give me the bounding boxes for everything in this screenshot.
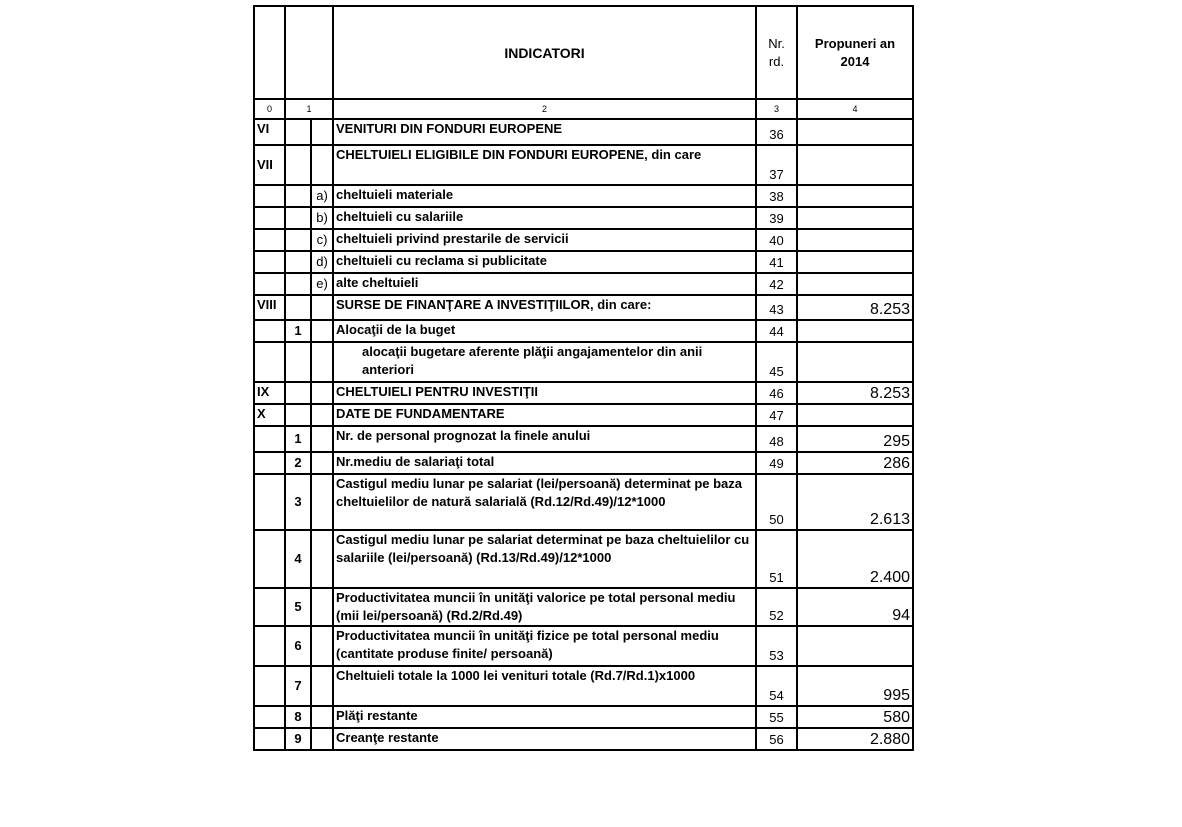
row-roman-numeral [254, 229, 285, 251]
row-value [797, 320, 913, 342]
row-letter [311, 342, 333, 382]
row-nr-rd: 44 [756, 320, 797, 342]
row-value [797, 145, 913, 185]
table-row [254, 588, 913, 626]
row-letter [311, 426, 333, 452]
row-letter [311, 588, 333, 626]
row-letter [311, 295, 333, 320]
row-roman-numeral [254, 426, 285, 452]
row-label: CHELTUIELI PENTRU INVESTIŢII [333, 382, 756, 404]
row-roman-numeral [254, 207, 285, 229]
row-roman-numeral: VIII [254, 295, 285, 320]
row-letter: e) [311, 273, 333, 295]
row-letter [311, 382, 333, 404]
row-nr-rd: 54 [756, 666, 797, 706]
row-number: 6 [285, 626, 311, 666]
row-nr-rd: 51 [756, 530, 797, 588]
row-number: 3 [285, 474, 311, 530]
row-label: Productivitatea muncii în unităţi valorice pe total personal mediu (mii lei/persoană) (Rd.2/Rd.49) [333, 588, 756, 626]
table-row [254, 251, 913, 273]
row-number [285, 295, 311, 320]
table-row [254, 404, 913, 426]
row-letter [311, 626, 333, 666]
table-row [254, 666, 913, 706]
row-roman-numeral [254, 273, 285, 295]
column-index-row [254, 99, 913, 119]
row-value: 580 [797, 706, 913, 728]
row-value [797, 229, 913, 251]
row-label: cheltuieli cu reclama si publicitate [333, 251, 756, 273]
row-nr-rd: 46 [756, 382, 797, 404]
row-letter [311, 706, 333, 728]
table-row [254, 530, 913, 588]
row-letter: b) [311, 207, 333, 229]
table-row [254, 119, 913, 145]
row-number [285, 273, 311, 295]
row-roman-numeral [254, 728, 285, 750]
table-row [254, 320, 913, 342]
row-nr-rd: 36 [756, 119, 797, 145]
row-number: 8 [285, 706, 311, 728]
table-row [254, 342, 913, 382]
header-row [254, 6, 913, 99]
row-label: cheltuieli materiale [333, 185, 756, 207]
row-label: Castigul mediu lunar pe salariat determinat pe baza cheltuielilor cu salariile (lei/persoană) (Rd.13/Rd.49)/12*1000 [333, 530, 756, 588]
row-value: 295 [797, 426, 913, 452]
row-roman-numeral: IX [254, 382, 285, 404]
row-number: 1 [285, 426, 311, 452]
row-number: 7 [285, 666, 311, 706]
row-label: Nr.mediu de salariaţi total [333, 452, 756, 474]
row-nr-rd: 37 [756, 145, 797, 185]
column-index: 3 [756, 99, 797, 119]
row-letter [311, 119, 333, 145]
budget-table [253, 5, 914, 751]
table-row [254, 626, 913, 666]
row-nr-rd: 53 [756, 626, 797, 666]
row-value: 8.253 [797, 295, 913, 320]
column-index: 4 [797, 99, 913, 119]
row-number [285, 207, 311, 229]
row-nr-rd: 55 [756, 706, 797, 728]
row-letter [311, 666, 333, 706]
row-nr-rd: 50 [756, 474, 797, 530]
row-number: 5 [285, 588, 311, 626]
row-value [797, 251, 913, 273]
row-value [797, 404, 913, 426]
row-number [285, 251, 311, 273]
row-label: SURSE DE FINANŢARE A INVESTIŢIILOR, din care: [333, 295, 756, 320]
row-label: Creanţe restante [333, 728, 756, 750]
row-letter [311, 145, 333, 185]
row-roman-numeral [254, 185, 285, 207]
row-number [285, 145, 311, 185]
row-letter: d) [311, 251, 333, 273]
row-roman-numeral [254, 530, 285, 588]
row-label: Castigul mediu lunar pe salariat (lei/persoană) determinat pe baza cheltuielilor de natură salarială (Rd.12/Rd.49)/12*1000 [333, 474, 756, 530]
row-value: 2.613 [797, 474, 913, 530]
header-indicatori: INDICATORI [333, 6, 756, 99]
row-label: Productivitatea muncii în unităţi fizice pe total personal mediu (cantitate produse finite/ persoană) [333, 626, 756, 666]
row-value: 995 [797, 666, 913, 706]
table-row [254, 706, 913, 728]
row-label: CHELTUIELI ELIGIBILE DIN FONDURI EUROPENE, din care [333, 145, 756, 185]
row-roman-numeral [254, 626, 285, 666]
row-roman-numeral [254, 251, 285, 273]
row-nr-rd: 49 [756, 452, 797, 474]
row-roman-numeral: VI [254, 119, 285, 145]
row-roman-numeral [254, 320, 285, 342]
row-roman-numeral [254, 474, 285, 530]
row-letter [311, 452, 333, 474]
row-letter: a) [311, 185, 333, 207]
row-label: Cheltuieli totale la 1000 lei venituri totale (Rd.7/Rd.1)x1000 [333, 666, 756, 706]
row-label: VENITURI DIN FONDURI EUROPENE [333, 119, 756, 145]
row-value: 8.253 [797, 382, 913, 404]
row-label: Nr. de personal prognozat la finele anului [333, 426, 756, 452]
table-row [254, 229, 913, 251]
row-value [797, 626, 913, 666]
row-number: 4 [285, 530, 311, 588]
header-propuneri: Propuneri an 2014 [797, 6, 913, 99]
table-row [254, 207, 913, 229]
row-nr-rd: 52 [756, 588, 797, 626]
row-label: cheltuieli privind prestarile de servicii [333, 229, 756, 251]
column-index: 0 [254, 99, 285, 119]
row-label: Alocaţii de la buget [333, 320, 756, 342]
row-nr-rd: 56 [756, 728, 797, 750]
header-blank-0 [254, 6, 285, 99]
row-nr-rd: 40 [756, 229, 797, 251]
row-value [797, 185, 913, 207]
row-number [285, 119, 311, 145]
row-nr-rd: 45 [756, 342, 797, 382]
row-number: 2 [285, 452, 311, 474]
row-nr-rd: 39 [756, 207, 797, 229]
row-value [797, 207, 913, 229]
row-value: 2.400 [797, 530, 913, 588]
table-row [254, 145, 913, 185]
header-nr-rd: Nr. rd. [756, 6, 797, 99]
row-label: Plăţi restante [333, 706, 756, 728]
row-label: DATE DE FUNDAMENTARE [333, 404, 756, 426]
row-nr-rd: 48 [756, 426, 797, 452]
row-number [285, 342, 311, 382]
header-blank-1 [285, 6, 333, 99]
row-number: 9 [285, 728, 311, 750]
row-roman-numeral [254, 342, 285, 382]
row-number [285, 382, 311, 404]
table-row [254, 382, 913, 404]
row-roman-numeral [254, 452, 285, 474]
row-letter [311, 320, 333, 342]
row-roman-numeral: X [254, 404, 285, 426]
row-number: 1 [285, 320, 311, 342]
row-nr-rd: 47 [756, 404, 797, 426]
row-value: 2.880 [797, 728, 913, 750]
row-number [285, 404, 311, 426]
table-row [254, 295, 913, 320]
row-roman-numeral [254, 706, 285, 728]
table-row [254, 452, 913, 474]
column-index: 1 [285, 99, 333, 119]
table-row [254, 728, 913, 750]
row-label: alte cheltuieli [333, 273, 756, 295]
row-number [285, 185, 311, 207]
table-row [254, 273, 913, 295]
row-roman-numeral [254, 666, 285, 706]
row-label: cheltuieli cu salariile [333, 207, 756, 229]
row-value [797, 342, 913, 382]
row-nr-rd: 43 [756, 295, 797, 320]
column-index: 2 [333, 99, 756, 119]
row-nr-rd: 42 [756, 273, 797, 295]
row-letter: c) [311, 229, 333, 251]
row-value [797, 273, 913, 295]
table-row [254, 474, 913, 530]
table-row [254, 426, 913, 452]
row-roman-numeral: VII [254, 145, 285, 185]
row-number [285, 229, 311, 251]
row-roman-numeral [254, 588, 285, 626]
table-row [254, 185, 913, 207]
row-value [797, 119, 913, 145]
row-letter [311, 474, 333, 530]
row-value: 286 [797, 452, 913, 474]
row-letter [311, 530, 333, 588]
row-letter [311, 404, 333, 426]
row-value: 94 [797, 588, 913, 626]
row-nr-rd: 38 [756, 185, 797, 207]
row-label: alocaţii bugetare aferente plăţii angajamentelor din anii anteriori [333, 342, 756, 382]
row-nr-rd: 41 [756, 251, 797, 273]
row-letter [311, 728, 333, 750]
